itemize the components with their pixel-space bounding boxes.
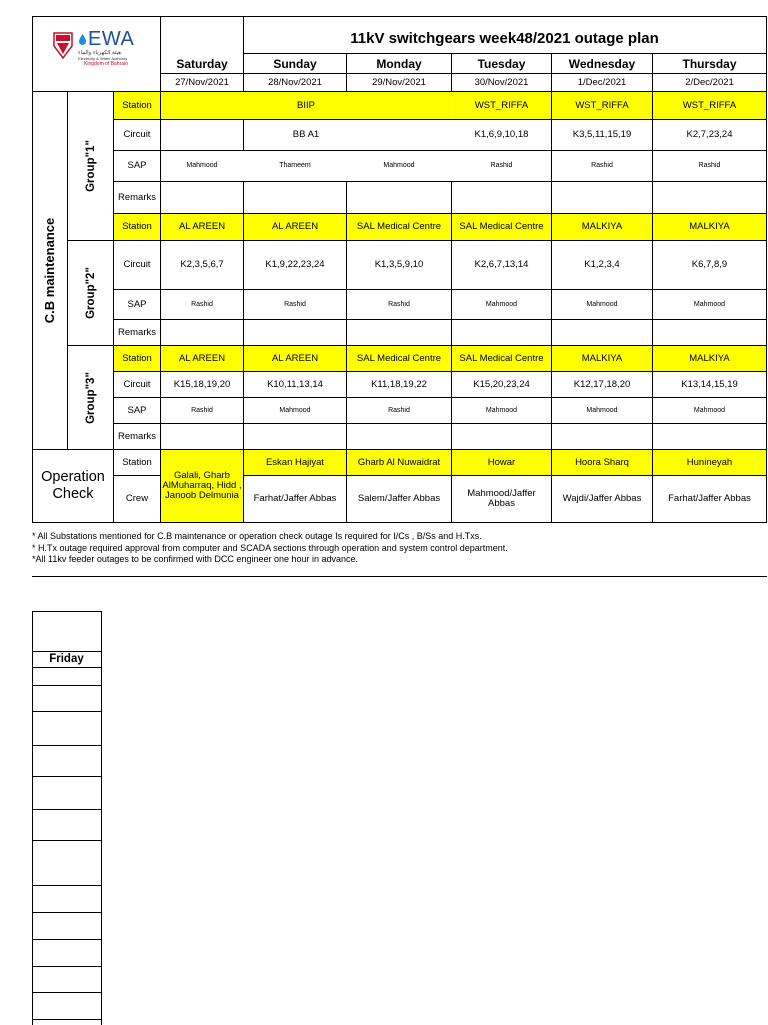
group-3-remarks-5 xyxy=(552,424,652,449)
group-2-station-2: AL AREEN xyxy=(244,214,346,240)
operation-check-label: Operation Check xyxy=(41,469,105,502)
grid-line xyxy=(32,809,102,810)
group-2-remarks-4 xyxy=(452,320,551,345)
operation-crew-2: Farhat/Jaffer Abbas xyxy=(253,493,337,504)
group-2-circuit-2: K1,9,22,23,24 xyxy=(265,259,325,270)
operation-station-6: Hunineyah xyxy=(653,450,766,475)
water-drop-icon xyxy=(78,33,87,46)
group-1-circuit-5: K3,5,11,15,19 xyxy=(572,129,632,140)
logo-emblem-icon xyxy=(52,30,74,60)
operation-station-label: Station xyxy=(122,456,152,468)
note-2: * H.Tx outage required approval from computer and SCADA sections through operation and system control department. xyxy=(32,543,508,553)
group-2-remarks-5 xyxy=(552,320,652,345)
group-2-circuit-label: Circuit xyxy=(123,259,151,270)
grid-line xyxy=(32,992,102,993)
group-3-circuit-1: K15,18,19,20 xyxy=(173,378,231,390)
note-3: *All 11kv feeder outages to be confirmed with DCC engineer one hour in advance. xyxy=(32,554,359,564)
day-header-saturday: Saturday xyxy=(176,56,228,71)
operation-crew-6: Farhat/Jaffer Abbas xyxy=(668,493,751,504)
grid-line xyxy=(32,1019,102,1020)
group-3-circuit-label: Circuit xyxy=(123,378,151,390)
group-1-remarks-2 xyxy=(244,182,346,213)
group-3-sap-4: Mahmood xyxy=(485,406,518,414)
group-2-sap-4: Mahmood xyxy=(485,300,518,308)
group-2-station-6: MALKIYA xyxy=(653,214,766,240)
group-1-station-merged: BIIP xyxy=(161,92,451,119)
note-1: * All Substations mentioned for C.B maintenance or operation check outage Is required for I/Cs , B/Ss and H.Txs. xyxy=(32,531,482,541)
page-title: 11kV switchgears week48/2021 outage plan xyxy=(350,29,659,47)
group-1-label-text: Group"1" xyxy=(84,140,97,192)
group-3-label xyxy=(68,346,113,449)
group-2-label xyxy=(68,241,113,345)
group-1-circuit-label: Circuit xyxy=(123,129,151,140)
logo-brand: EWA xyxy=(88,28,135,50)
group-2-circuit-5: K1,2,3,4 xyxy=(584,259,620,270)
operation-station-1: Galali, Gharb AlMuharraq, Hidd , Janoob Delmunia xyxy=(161,450,243,522)
grid-line xyxy=(32,939,102,940)
group-3-station-4: SAL Medical Centre xyxy=(452,346,551,371)
group-2-station-3: SAL Medical Centre xyxy=(347,214,451,240)
day-header-tuesday: Tuesday xyxy=(477,56,526,71)
group-3-station-1: AL AREEN xyxy=(161,346,243,371)
group-2-remarks-1 xyxy=(161,320,243,345)
group-3-remarks-label: Remarks xyxy=(117,430,156,442)
day-date-saturday: 27/Nov/2021 xyxy=(175,76,229,88)
group-3-remarks-2 xyxy=(244,424,346,449)
grid-line xyxy=(32,966,102,967)
group-1-circuit-4: K1,6,9,10,18 xyxy=(474,129,529,140)
group-1-remarks-label: Remarks xyxy=(117,191,156,203)
group-1-label xyxy=(68,92,113,240)
group-2-sap-2: Rashid xyxy=(284,300,306,308)
group-2-circuit-1: K2,3,5,6,7 xyxy=(180,259,224,270)
group-3-sap-2: Mahmood xyxy=(279,406,311,414)
group-1-remarks-3 xyxy=(347,182,451,213)
group-2-station-label: Station xyxy=(114,214,160,240)
day-header-wednesday: Wednesday xyxy=(568,56,636,71)
group-2-station-1: AL AREEN xyxy=(161,214,243,240)
group-1-sap-2: Thameem xyxy=(279,162,311,169)
group-2-label-text: Group"2" xyxy=(84,267,97,319)
group-2-sap-label: SAP xyxy=(127,298,147,310)
group-2-circuit-4: K2,6,7,13,14 xyxy=(474,259,529,270)
group-3-circuit-2: K10,11,13,14 xyxy=(267,378,323,390)
group-3-circuit-5: K12,17,18,20 xyxy=(573,378,631,390)
operation-station-4: Howar xyxy=(452,450,551,475)
cb-maintenance-label-text: C.B maintenance xyxy=(42,217,58,324)
group-2-sap-6: Mahmood xyxy=(693,300,726,308)
group-1-circuit-6: K2,7,23,24 xyxy=(686,129,733,140)
grid-line xyxy=(32,711,102,712)
operation-crew-5: Wajdi/Jaffer Abbas xyxy=(562,493,642,504)
logo-country: Kingdom of Bahrain xyxy=(84,61,128,67)
operation-station-3: Gharb Al Nuwaidrat xyxy=(347,450,451,475)
group-1-sap-3: Mahmood xyxy=(383,162,415,169)
group-3-remarks-4 xyxy=(452,424,551,449)
group-3-station-5: MALKIYA xyxy=(552,346,652,371)
operation-crew-4: Mahmood/Jaffer Abbas xyxy=(467,488,536,509)
group-1-remarks-4 xyxy=(452,182,551,213)
operation-station-2: Eskan Hajiyat xyxy=(244,450,346,475)
group-3-circuit-4: K15,20,23,24 xyxy=(473,378,530,390)
grid-line xyxy=(32,840,102,841)
group-3-sap-6: Mahmood xyxy=(693,406,726,414)
group-2-remarks-label: Remarks xyxy=(117,326,156,338)
group-1-remarks-5 xyxy=(552,182,652,213)
group-1-station-label: Station xyxy=(114,92,160,119)
group-2-station-4: SAL Medical Centre xyxy=(452,214,551,240)
group-3-sap-label: SAP xyxy=(127,404,147,416)
grid-line xyxy=(32,667,102,668)
group-2-remarks-2 xyxy=(244,320,346,345)
group-3-station-3: SAL Medical Centre xyxy=(347,346,451,371)
grid-line xyxy=(32,745,102,746)
group-3-station-2: AL AREEN xyxy=(244,346,346,371)
group-3-circuit-6: K13,14,15,19 xyxy=(681,378,738,390)
lower-day-header: Friday xyxy=(49,653,84,665)
group-1-station-6: WST_RIFFA xyxy=(653,92,766,119)
group-2-sap-5: Mahmood xyxy=(586,300,618,308)
group-2-sap-3: Rashid xyxy=(388,300,410,308)
group-1-sap-5: Rashid xyxy=(591,162,613,169)
logo-english-name: Electricity & Water Authority xyxy=(78,56,128,61)
grid-line xyxy=(101,611,102,1025)
grid-line xyxy=(32,576,767,577)
group-3-sap-3: Rashid xyxy=(388,406,410,414)
group-1-remarks-6 xyxy=(653,182,766,213)
operation-station-5: Hoora Sharq xyxy=(552,450,652,475)
group-1-sap-6: Rashid xyxy=(698,162,721,169)
group-1-circuit-merged: BB A1 xyxy=(292,129,320,140)
group-2-sap-1: Rashid xyxy=(191,300,213,308)
group-3-remarks-6 xyxy=(653,424,766,449)
day-date-monday: 29/Nov/2021 xyxy=(372,76,426,88)
grid-line xyxy=(32,522,767,523)
group-3-station-6: MALKIYA xyxy=(653,346,766,371)
grid-line xyxy=(32,611,33,1025)
group-3-sap-5: Mahmood xyxy=(586,406,618,414)
group-3-circuit-3: K11,18,19,22 xyxy=(371,378,427,390)
group-1-sap-label: SAP xyxy=(127,160,147,171)
operation-crew-3: Salem/Jaffer Abbas xyxy=(357,493,441,504)
day-date-wednesday: 1/Dec/2021 xyxy=(577,76,627,88)
group-2-station-5: MALKIYA xyxy=(552,214,652,240)
group-3-remarks-1 xyxy=(161,424,243,449)
group-1-sap-4: Rashid xyxy=(490,162,513,169)
group-2-remarks-6 xyxy=(653,320,766,345)
day-date-sunday: 28/Nov/2021 xyxy=(268,76,322,88)
group-3-station-label: Station xyxy=(114,346,160,371)
day-date-tuesday: 30/Nov/2021 xyxy=(474,76,529,88)
group-1-remarks-1 xyxy=(161,182,243,213)
operation-crew-label: Crew xyxy=(125,493,149,504)
group-1-sap-1: Mahmood xyxy=(186,162,218,169)
grid-line xyxy=(32,885,102,886)
ewa-logo xyxy=(50,24,154,68)
group-2-remarks-3 xyxy=(347,320,451,345)
group-1-station-4: WST_RIFFA xyxy=(452,92,551,119)
group-2-circuit-6: K6,7,8,9 xyxy=(691,259,728,270)
group-3-sap-1: Rashid xyxy=(191,406,213,414)
grid-line xyxy=(32,611,102,612)
group-3-label-text: Group"3" xyxy=(84,371,97,424)
grid-line xyxy=(32,685,102,686)
grid-line xyxy=(32,16,767,17)
grid-line xyxy=(32,912,102,913)
day-date-thursday: 2/Dec/2021 xyxy=(685,76,734,88)
grid-line xyxy=(766,16,767,523)
day-header-monday: Monday xyxy=(376,56,422,71)
day-header-sunday: Sunday xyxy=(273,56,317,71)
cb-maintenance-label xyxy=(33,92,67,449)
logo-arabic-name: هيئة الكهرباء والماء xyxy=(78,50,122,56)
day-header-thursday: Thursday xyxy=(682,56,737,71)
group-2-circuit-3: K1,3,5,9,10 xyxy=(374,259,424,270)
group-1-station-5: WST_RIFFA xyxy=(552,92,652,119)
group-3-remarks-3 xyxy=(347,424,451,449)
grid-line xyxy=(32,776,102,777)
